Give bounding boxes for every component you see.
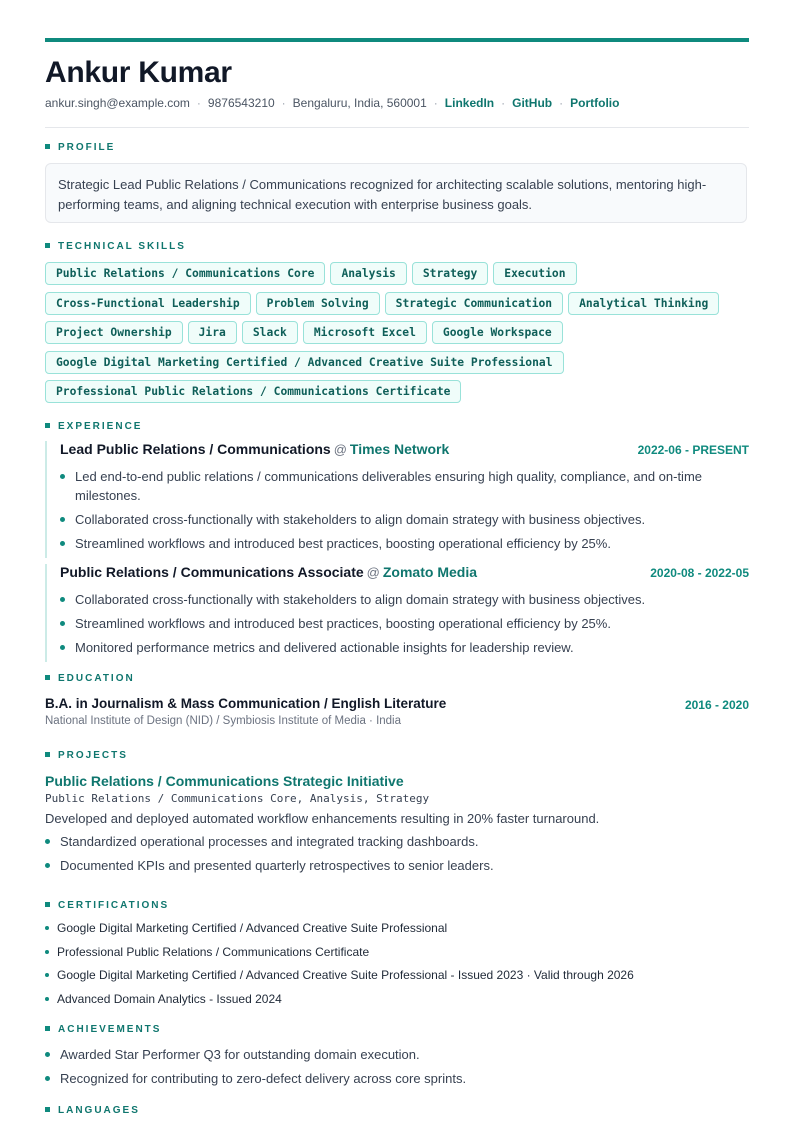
job-bullet: Led end-to-end public relations / communications deliverables ensuring high quality, compliance, and on-time milestones.: [47, 467, 749, 505]
project-title: Public Relations / Communications Strategic Initiative: [45, 773, 404, 789]
linkedin-link[interactable]: LinkedIn: [444, 96, 495, 110]
job-dates: 2022-06 - PRESENT: [637, 443, 749, 457]
header-divider: [45, 127, 749, 128]
accent-bar: [45, 38, 749, 42]
section-title-skills: TECHNICAL SKILLS: [45, 241, 186, 252]
skill-chip: Slack: [242, 321, 298, 344]
section-title-projects: PROJECTS: [45, 750, 128, 761]
skill-chip: Project Ownership: [45, 321, 183, 344]
achievements-list: [45, 1045, 749, 1093]
project-entry: [45, 773, 749, 880]
education-dates: 2016 - 2020: [684, 698, 749, 712]
skill-chip: Public Relations / Communications Core: [45, 262, 325, 285]
degree: B.A. in Journalism & Mass Communication / English Literature: [45, 696, 447, 711]
section-title-languages: LANGUAGES: [45, 1105, 140, 1116]
project-description: Developed and deployed automated workflow enhancements resulting in 20% faster turnaround.: [45, 811, 600, 826]
education-entry: [45, 696, 749, 727]
job-bullet: Streamlined workflows and introduced best practices, boosting operational efficiency by 25%.: [47, 614, 749, 633]
certifications-list: [45, 921, 749, 1015]
skill-chip: Analysis: [330, 262, 406, 285]
skill-chip: Strategic Communication: [385, 292, 563, 315]
skill-chip: Jira: [188, 321, 237, 344]
achievement-item: Recognized for contributing to zero-defect delivery across core sprints.: [45, 1069, 749, 1088]
skill-chip: Google Digital Marketing Certified / Advanced Creative Suite Professional: [45, 351, 564, 374]
certification-item: Advanced Domain Analytics - Issued 2024: [45, 992, 749, 1007]
email: ankur.singh@example.com: [45, 96, 190, 110]
job-title: Public Relations / Communications Associate @ Zomato Media: [60, 564, 477, 580]
job-bullet: Streamlined workflows and introduced best practices, boosting operational efficiency by 25%.: [47, 534, 749, 553]
skill-chip: Problem Solving: [256, 292, 380, 315]
certification-item: Professional Public Relations / Communications Certificate: [45, 945, 749, 960]
certification-item: Google Digital Marketing Certified / Advanced Creative Suite Professional - Issued 2023 · Valid through 2026: [45, 968, 749, 983]
experience-entry: [45, 564, 749, 662]
experience-entry: [45, 441, 749, 558]
institution: National Institute of Design (NID) / Symbiosis Institute of Media · India: [45, 715, 402, 727]
section-title-education: EDUCATION: [45, 673, 135, 684]
company-name: Times Network: [349, 441, 450, 457]
section-title-achievements: ACHIEVEMENTS: [45, 1024, 161, 1035]
section-title-profile: PROFILE: [45, 142, 115, 153]
job-dates: 2020-08 - 2022-05: [650, 566, 749, 580]
job-bullet: Collaborated cross-functionally with stakeholders to align domain strategy with business objectives.: [47, 510, 749, 529]
project-stack: Public Relations / Communications Core, Analysis, Strategy: [45, 792, 430, 805]
job-title: Lead Public Relations / Communications @ Times Network: [60, 441, 450, 457]
skill-chip: Microsoft Excel: [303, 321, 427, 344]
skill-chip: Execution: [493, 262, 576, 285]
skill-chip: Analytical Thinking: [568, 292, 719, 315]
certification-item: Google Digital Marketing Certified / Advanced Creative Suite Professional: [45, 921, 749, 936]
company-name: Zomato Media: [382, 564, 477, 580]
github-link[interactable]: GitHub: [512, 96, 553, 110]
location: Bengaluru, India, 560001: [292, 96, 427, 110]
portfolio-link[interactable]: Portfolio: [570, 96, 620, 110]
skills-list: [45, 262, 755, 410]
skill-chip: Professional Public Relations / Communications Certificate: [45, 380, 461, 403]
achievement-item: Awarded Star Performer Q3 for outstanding domain execution.: [45, 1045, 749, 1064]
section-title-certifications: CERTIFICATIONS: [45, 900, 169, 911]
skill-chip: Cross-Functional Leadership: [45, 292, 251, 315]
job-bullet: Collaborated cross-functionally with stakeholders to align domain strategy with business objectives.: [47, 590, 749, 609]
phone: 9876543210: [207, 96, 275, 110]
project-bullet: Standardized operational processes and integrated tracking dashboards.: [45, 832, 749, 851]
candidate-name: Ankur Kumar: [45, 56, 232, 89]
profile-summary: Strategic Lead Public Relations / Communications recognized for architecting scalable solutions, mentoring high-performing teams, and aligning technical execution with enterprise business goals.: [45, 163, 747, 223]
contact-line: ankur.singh@example.com · 9876543210 · Bengaluru, India, 560001 · LinkedIn · GitHub · Portfolio: [45, 96, 620, 110]
skill-chip: Strategy: [412, 262, 488, 285]
job-bullet: Monitored performance metrics and delivered actionable insights for leadership review.: [47, 638, 749, 657]
section-title-experience: EXPERIENCE: [45, 421, 142, 432]
skill-chip: Google Workspace: [432, 321, 563, 344]
project-bullet: Documented KPIs and presented quarterly retrospectives to senior leaders.: [45, 856, 749, 875]
